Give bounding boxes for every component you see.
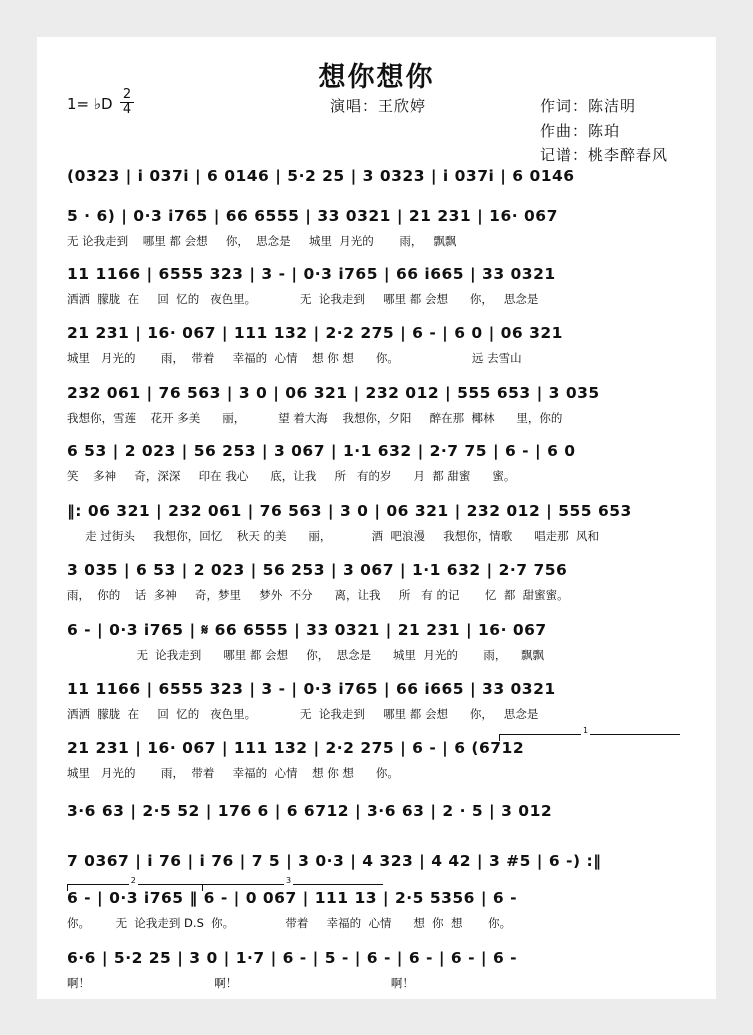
volta-bracket <box>202 876 383 891</box>
volta-label: 2 <box>130 876 136 885</box>
lyric-line: 啊！ 啊！ 啊！ <box>67 976 414 990</box>
lyric-line: 无 论我走到 哪里 都 会想 你， 思念是 城里 月光的 雨， 飘飘 <box>67 648 545 662</box>
time-signature <box>120 88 134 117</box>
notation-row: ‖: 06 321 | 232 061 | 76 563 | 3 0 | 06 321 | 232 012 | 555 653 <box>67 502 632 520</box>
song-title: 想你想你 <box>318 62 435 93</box>
time-signature-bottom: 4 <box>122 102 132 117</box>
lyric-line: 洒洒 朦胧 在 回 忆的 夜色里。 无 论我走到 哪里 都 会想 你， 思念是 <box>67 292 539 306</box>
notation-row: 6 - | 0·3 i765 | 𝄋 66 6555 | 33 0321 | 21 231 | 16· 067 <box>67 621 547 639</box>
notation-row: 5 · 6) | 0·3 i765 | 66 6555 | 33 0321 | 21 231 | 16· 067 <box>67 207 558 225</box>
lyric-line: 你。 无 论我走到 D.S 你。 带着 幸福的 心情 想 你 想 你。 <box>67 916 512 930</box>
composer-credit: 作曲：陈珀 <box>540 122 621 140</box>
sheet-page <box>37 37 716 999</box>
lyric-line: 城里 月光的 雨， 带着 幸福的 心情 想 你 想 你。 <box>67 766 399 780</box>
lyric-line: 走 过街头 我想你，回忆 秋天 的美 丽， 酒 吧浪漫 我想你，情歌 唱走那 风和 <box>67 529 599 543</box>
lyric-line: 笑 多神 奇，深深 印在 我心 底，让我 所 有的岁 月 都 甜蜜 蜜。 <box>67 469 516 483</box>
lyricist-credit: 作词：陈洁明 <box>540 97 637 115</box>
lyric-line: 雨， 你的 话 多神 奇，梦里 梦外 不分 离，让我 所 有 的记 忆 都 甜蜜蜜。 <box>67 588 569 602</box>
notation-row: 3 035 | 6 53 | 2 023 | 56 253 | 3 067 | 1·1 632 | 2·7 756 <box>67 561 568 579</box>
notation-row: 6 - | 0·3 i765 ‖ 6 - | 0 067 | 111 13 | 2·5 5356 | 6 - <box>67 889 518 907</box>
notation-row: 6·6 | 5·2 25 | 3 0 | 1·7 | 6 - | 5 - | 6 - | 6 - | 6 - | 6 - <box>67 949 518 967</box>
key-signature: 1= ♭D <box>67 95 113 113</box>
singer-credit: 演唱：王欣婷 <box>330 97 427 115</box>
notation-row: (0323 | i 037i | 6 0146 | 5·2 25 | 3 0323 | i 037i | 6 0146 <box>67 167 575 185</box>
notation-row: 3·6 63 | 2·5 52 | 176 6 | 6 6712 | 3·6 63 | 2 · 5 | 3 012 <box>67 802 553 820</box>
notation-row: 11 1166 | 6555 323 | 3 - | 0·3 i765 | 66 i665 | 33 0321 <box>67 265 556 283</box>
notation-row: 232 061 | 76 563 | 3 0 | 06 321 | 232 012 | 555 653 | 3 035 <box>67 384 600 402</box>
volta-bracket <box>499 726 680 741</box>
lyric-line: 洒洒 朦胧 在 回 忆的 夜色里。 无 论我走到 哪里 都 会想 你， 思念是 <box>67 707 539 721</box>
notation-row: 7 0367 | i 76 | i 76 | 7 5 | 3 0·3 | 4 323 | 4 42 | 3 #5 | 6 -) :‖ <box>67 852 602 870</box>
lyric-line: 我想你，雪莲 花开 多美 丽， 望 着大海 我想你，夕阳 醉在那 椰林 里，你的 <box>67 411 563 425</box>
lyric-line: 城里 月光的 雨， 带着 幸福的 心情 想 你 想 你。 远 去雪山 <box>67 351 522 365</box>
notation-row: 6 53 | 2 023 | 56 253 | 3 067 | 1·1 632 | 2·7 75 | 6 - | 6 0 <box>67 442 576 460</box>
notation-row: 21 231 | 16· 067 | 111 132 | 2·2 275 | 6 - | 6 0 | 06 321 <box>67 324 563 342</box>
notation-row: 11 1166 | 6555 323 | 3 - | 0·3 i765 | 66 i665 | 33 0321 <box>67 680 556 698</box>
volta-label: 1 <box>583 726 589 735</box>
transcriber-credit: 记谱：桃李醉春风 <box>540 146 669 164</box>
time-signature-top: 2 <box>120 88 134 103</box>
notation-row: 21 231 | 16· 067 | 111 132 | 2·2 275 | 6 - | 6 (6712 <box>67 739 525 757</box>
volta-bracket <box>67 876 203 891</box>
volta-label: 3 <box>286 876 292 885</box>
lyric-line: 无 论我走到 哪里 都 会想 你， 思念是 城里 月光的 雨， 飘飘 <box>67 234 457 248</box>
